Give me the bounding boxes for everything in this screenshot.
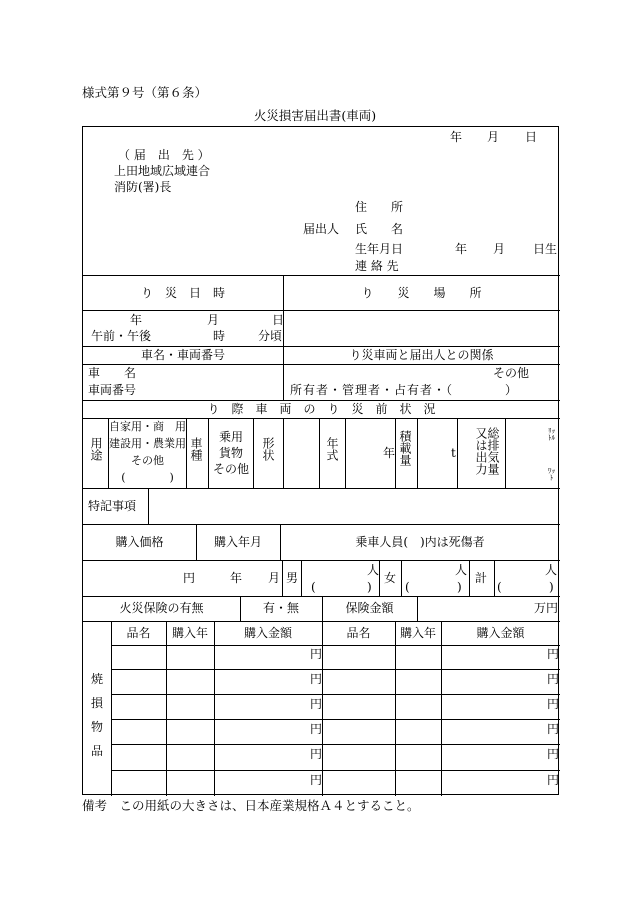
passengers-label: 乗車人員( )内は死傷者 — [355, 535, 485, 549]
notifier-contact: 連 絡 先 — [355, 259, 399, 273]
total-open-paren: ( — [497, 580, 502, 594]
use-option-4: ( ) — [121, 471, 174, 484]
fire-year: 年 — [130, 313, 143, 327]
notifier-address: 住 所 — [355, 200, 404, 214]
dob-day: 日生 — [533, 242, 558, 256]
fire-day: 日 — [272, 313, 285, 327]
displacement-label: 総排気量 — [486, 427, 500, 475]
vehicle-relation-other: その他 — [493, 366, 530, 380]
yen-right-3: 円 — [547, 697, 560, 711]
insurance-unit: 万円 — [534, 601, 559, 615]
vehicle-relation-options: 所有者・管理者・占有者・（ ） — [290, 383, 519, 397]
fire-hour: 時 — [213, 329, 226, 343]
remarks-label: 特記事項 — [88, 499, 137, 513]
purchase-date-label: 購入年月 — [213, 535, 262, 549]
yen-right-6: 円 — [547, 773, 560, 787]
col-amount-right: 購入金額 — [476, 626, 525, 640]
date-day: 日 — [525, 130, 538, 144]
use-option-1: 自家用・商 用 — [109, 420, 186, 433]
vehicle-type-label: 車種 — [189, 437, 203, 461]
type-option-3: その他 — [212, 462, 249, 476]
dob-year: 年 — [455, 242, 468, 256]
purchase-price-label: 購入価格 — [115, 535, 164, 549]
burned-label-char: 物 — [90, 720, 103, 734]
form-number: 様式第９号（第６条） — [82, 85, 208, 100]
date-year: 年 — [450, 130, 463, 144]
vehicle-car-name: 車 名 — [88, 366, 137, 380]
vehicle-car-number: 車両番号 — [88, 383, 137, 397]
dob-month: 月 — [493, 242, 506, 256]
yen-left-3: 円 — [310, 697, 323, 711]
date-month: 月 — [487, 130, 500, 144]
addressee-org: 上田地域広域連合 — [114, 164, 211, 178]
purchase-month: 月 — [268, 571, 281, 585]
male-open-paren: ( — [311, 580, 316, 594]
yen-left-4: 円 — [310, 722, 323, 736]
vehicle-name-no-header: 車名・車両番号 — [140, 348, 225, 362]
fire-place-header: り 災 場 所 — [361, 286, 482, 300]
yen-right-5: 円 — [547, 747, 560, 761]
output-label: 又は出力 — [474, 427, 488, 475]
shape-label: 形状 — [261, 437, 275, 461]
male-close-paren: ) — [367, 580, 372, 594]
notifier-dob: 生年月日 — [355, 242, 404, 256]
form-grid — [82, 126, 559, 795]
insurance-label: 火災保険の有無 — [119, 601, 204, 615]
insurance-amount-label: 保険金額 — [345, 601, 394, 615]
burned-label-char: 焼 — [90, 672, 103, 686]
insurance-choice: 有・無 — [262, 601, 299, 615]
col-item-left: 品名 — [126, 626, 151, 640]
purchase-year: 年 — [230, 571, 243, 585]
burned-label — [89, 667, 105, 763]
female-close-paren: ) — [457, 580, 462, 594]
total-close-paren: ) — [549, 580, 554, 594]
fire-ampm: 午前・午後 — [91, 329, 152, 343]
vehicle-relation-header: り災車両と届出人との関係 — [349, 348, 494, 362]
price-yen: 円 — [183, 571, 196, 585]
yen-right-2: 円 — [547, 672, 560, 686]
footer-note: 備考 この用紙の大きさは、日本産業規格Ａ４とすること。 — [82, 798, 420, 813]
use-label: 用途 — [89, 437, 103, 461]
condition-header: り 際 車 両 の り 災 前 状 況 — [207, 402, 436, 416]
load-capacity-label: 積載量 — [398, 430, 412, 466]
unit-liter: ﾘｯﾄﾙ — [548, 427, 555, 443]
col-year-right: 購入年 — [399, 626, 436, 640]
notifier-role: 届出人 — [303, 222, 340, 236]
total-label: 計 — [475, 571, 488, 585]
burned-label-char: 品 — [90, 744, 103, 758]
load-unit: t — [451, 446, 456, 460]
form-title: 火災損害届出書(車両) — [253, 108, 377, 123]
type-option-1: 乗用 — [218, 430, 243, 444]
female-person: 人 — [455, 563, 468, 577]
yen-right-4: 円 — [547, 722, 560, 736]
model-year-label: 年式 — [325, 437, 339, 461]
female-open-paren: ( — [405, 580, 410, 594]
yen-right-1: 円 — [547, 647, 560, 661]
burned-label-char: 損 — [90, 696, 103, 710]
unit-watt: ﾜｯﾄ — [548, 467, 555, 483]
col-year-left: 購入年 — [171, 626, 208, 640]
use-option-2: 建設用・農業用 — [109, 437, 186, 450]
male-person: 人 — [367, 563, 380, 577]
addressee-label: （ 届 出 先 ） — [118, 148, 210, 162]
fire-month: 月 — [207, 313, 220, 327]
fire-datetime-header: り 災 日 時 — [140, 286, 225, 300]
yen-left-5: 円 — [310, 747, 323, 761]
use-option-3: その他 — [131, 454, 164, 467]
fire-minute: 分頃 — [258, 329, 283, 343]
addressee-chief: 消防(署)長 — [114, 180, 172, 194]
yen-left-2: 円 — [310, 672, 323, 686]
yen-left-6: 円 — [310, 773, 323, 787]
total-person: 人 — [545, 563, 558, 577]
model-year-unit: 年 — [383, 446, 396, 460]
col-amount-left: 購入金額 — [243, 626, 292, 640]
col-item-right: 品名 — [346, 626, 371, 640]
yen-left-1: 円 — [310, 647, 323, 661]
type-option-2: 貨物 — [218, 446, 243, 460]
male-label: 男 — [286, 571, 299, 585]
female-label: 女 — [384, 571, 397, 585]
notifier-name: 氏 名 — [355, 222, 404, 236]
